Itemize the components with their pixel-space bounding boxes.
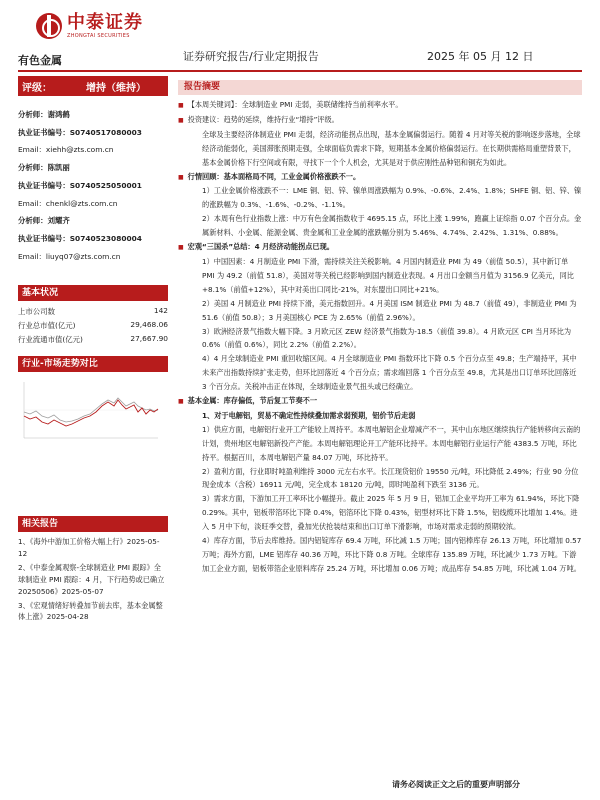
abstract-body [178, 98, 582, 576]
analyst-license: 执业证书编号：S0740525050001 [18, 180, 142, 190]
disclaimer-footer: 请务必阅读正文之后的重要声明部分 [392, 780, 520, 789]
basic-value: 29,468.06 [130, 320, 168, 329]
analyst-list [18, 106, 168, 265]
analyst-email[interactable]: Email：liuyq07@zts.com.cn [18, 251, 121, 261]
rating-bar [18, 76, 168, 96]
basic-row [18, 334, 168, 345]
related-report-item[interactable]: 3、《宏观情绪好转叠加节前去库，基本金属整体上涨》2025-04-28 [18, 600, 163, 622]
report-type: 证券研究报告/行业定期报告 [183, 50, 319, 63]
related-reports [18, 536, 168, 623]
analyst-license: 执业证书编号：S0740517080003 [18, 127, 142, 137]
basic-value: 142 [153, 306, 168, 315]
aluminum-item: 1）供应方面，电解铝行业开工产能较上周持平。本周电解铝企业增减产不一，其中山东地区继续执行产能转移向云南的计划，贵州地区电解铝新投产产能。本周电解铝理论开工产能环比持平。本周电解铝行业运行产能 4383.5 万吨，环比持平。根据百川，本周电解铝产量 84.07 万吨，环比持平。 [202, 424, 581, 462]
analyst-name: 分析师：谢鸿鹤 [18, 110, 70, 119]
review-heading: ■ 行情回顾：基本面格局不同，工业金属价格涨跌不一。 [178, 170, 582, 185]
report-date: 2025 年 05 月 12 日 [427, 50, 534, 63]
trend-chart [18, 376, 168, 500]
related-report-item[interactable]: 2、《中泰金属观察-全球制造业 PMI 跟踪》全球制造业 PMI 跟踪：4 月，下行趋势或已确立 20250506》2025-05-07 [18, 562, 165, 596]
sidebar [18, 76, 168, 265]
analyst-name: 分析师：陈凯丽 [18, 163, 70, 173]
macro-item: 1）中国因素：4 月制造业 PMI 下滑，需持续关注关税影响。4 月国内制造业 PMI 为 49（前值 50.5），其中新订单 PMI 为 49.2（前值 51.8），美国对等关税已经影响到国内制造业表现。4 月出口金额当月值为 3156.9 亿美元，同比+8.1%（前值+12%），其中对美出口同比-21%，对东盟出口同比+21%。 [202, 256, 574, 294]
logo-en: ZHONGTAI SECURITIES [67, 33, 130, 39]
company-logo [36, 6, 160, 46]
basic-row [18, 306, 168, 317]
macro-item: 4）4 月全球制造业 PMI 重回收缩区间。4 月全球制造业 PMI 指数环比下降 0.5 个百分点至 49.8；生产端持平，其中未来产出指数持续扩张走势，但环比回落近 4 个百分点；需求端回落 1 个百分点至 49.8，尤其是出口订单环比回落近 3 个百分点。关税冲击正在体现，全球制造业景气扭头或已经确立。 [202, 354, 577, 392]
trend-header: 行业-市场走势对比 [18, 356, 168, 372]
abstract-header: 报告摘要 [178, 80, 582, 95]
header-divider [18, 70, 582, 72]
basic-label: 上市公司数 [18, 307, 55, 316]
analyst-email[interactable]: Email：chenkl@zts.com.cn [18, 198, 118, 208]
aluminum-heading: 1、对于电解铝，贸易不确定性持续叠加需求弱预期，铝价节后走弱 [202, 410, 416, 420]
analyst-license: 执业证书编号：S0740523080004 [18, 233, 142, 243]
rating-value: 增持（维持） [86, 82, 146, 94]
rating-label: 评级： [22, 82, 52, 94]
related-header: 相关报告 [18, 516, 168, 532]
trend-chart-svg [18, 376, 168, 500]
keyword-para: ■ 【本周关键词】：全球制造业 PMI 走弱，美联储维持当前利率水平。 [178, 98, 582, 113]
review-item: 2）本周有色行业指数上涨：中万有色金属指数收于 4695.15 点，环比上涨 1.99%，跑赢上证综指 0.07 个百分点。金属新材料、小金属、能源金属、贵金属和工业金属的涨跌幅分别为 5.46%、4.74%、2.42%、1.31%、0.88%。 [202, 214, 582, 238]
analyst-email[interactable]: Email：xiehh@zts.com.cn [18, 145, 114, 155]
aluminum-item: 4）库存方面，节后去库维持。国内铝锭库存 69.4 万吨，环比减 1.5 万吨；国内铝棒库存 26.13 万吨，环比增加 0.57 万吨；海外方面，LME 铝库存 40.36 万吨，环比下降 0.8 万吨。全球库存 135.89 万吨，环比减少 1.73 万吨。下游加工企业方面，铝板带箔企业原料库存 25.24 万吨，环比增加 0.06 万吨；成品库存 54.85 万吨，环比减 1.04 万吨。 [202, 536, 582, 573]
metals-heading: ■ 基本金属：库存偏低，节后复工节奏不一 [178, 394, 582, 409]
logo-icon [36, 13, 62, 39]
basic-status-header: 基本状况 [18, 285, 168, 301]
macro-item: 3）欧洲经济景气指数大幅下降。3 月欧元区 ZEW 经济景气指数为-18.5（前值 39.8）。4 月欧元区 CPI 当月环比为 0.6%（前值 0.6%），同比 2.2%（前值 2.2%）。 [202, 326, 572, 350]
industry-name: 有色金属 [18, 54, 62, 67]
macro-heading: ■ 宏观“三国杀”总结：4 月经济动能拐点已现。 [178, 240, 582, 255]
review-item: 1）工业金属价格涨跌不一：LME 铜、铝、锌、镍单周涨跌幅为 0.9%、-0.6%、2.4%、1.8%；SHFE 铜、铝、锌、镍的涨跌幅为 0.3%、-1.6%、-0.2%、-1.1%。 [202, 186, 582, 210]
aluminum-item: 2）盈利方面，行业即时吨盈利维持 3000 元左右水平。长江现货铝价 19550 元/吨，环比降低 2.49%；行业 90 分位现金成本（含税）16911 元/吨，完全成本 18120 元/吨，即时吨盈利下跌至 3136 元。 [202, 466, 579, 490]
macro-item: 2）美国 4 月制造业 PMI 持续下滑，美元指数回升。4 月美国 ISM 制造业 PMI 为 48.7（前值 49），非制造业 PMI 为 51.6（前值 50.8）；3 月美国核心 PCE 为 2.65%（前值 2.96%）。 [202, 298, 577, 322]
aluminum-item: 3）需求方面，下游加工开工率环比小幅提升。截止 2025 年 5 月 9 日，铝加工企业平均开工率为 61.94%，环比下降 0.29%。其中，铝板带箔环比下降 0.4%，铝箔环比下降 0.43%，铝型材环比下降 1.5%，铝线缆环比增加 1.4%。进入 5 月中下旬，淡旺季交替，叠加光伏抢装结束和出口订单下滑影响，市场对需求走弱的预期较浓。 [202, 494, 580, 532]
advice-para: ■ 投资建议：趋势的延续，维持行业“增持”评级。 [178, 113, 582, 128]
basic-value: 27,667.90 [130, 334, 168, 343]
advice-detail: 全球及主要经济体制造业 PMI 走弱，经济动能拐点出现，基本金属偏弱运行。随着 4 月对等关税的影响逐步落地，全球经济动能弱化，美国滞胀预期走强，全球面临负需求下降，短期基本金属价格偏弱运行。在长期供需格局重塑背景下，基本金属价格下行空间或有限，寻找下一个个人机会，尤其是对于供应刚性品种铝和铜充为如此。 [202, 129, 581, 167]
basic-label: 行业总市值(亿元) [18, 321, 76, 330]
related-report-item[interactable]: 1、《海外中游加工价格大幅上行》2025-05-12 [18, 537, 160, 558]
basic-row [18, 320, 168, 331]
logo-cn: 中泰证券 [67, 12, 143, 33]
basic-label: 行业流通市值(亿元) [18, 335, 83, 344]
analyst-name: 分析师：刘耀齐 [18, 216, 70, 226]
